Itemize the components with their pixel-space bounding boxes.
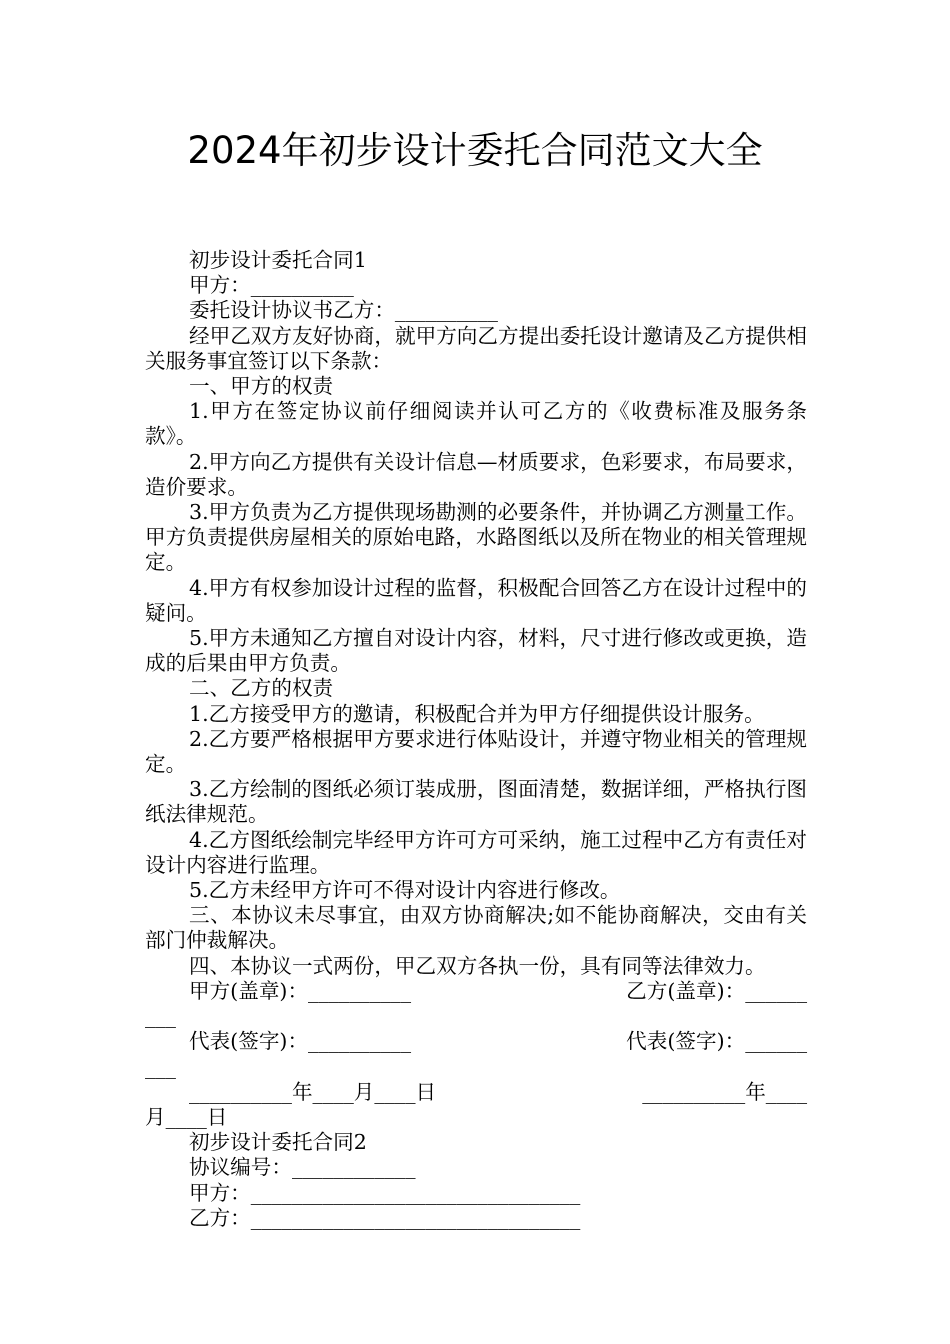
party-b-seal: 乙方(盖章)：______: [626, 978, 807, 1003]
party-b-seal-continuation: ___: [145, 1004, 176, 1029]
section2-item-4: 4.乙方图纸绘制完毕经甲方许可方可采纳，施工过程中乙方有责任对设计内容进行监理。: [145, 827, 807, 877]
section2-item-5: 5.乙方未经甲方许可不得对设计内容进行修改。: [189, 878, 621, 903]
section2-item-1: 1.乙方接受甲方的邀请，积极配合并为甲方仔细提供设计服务。: [189, 701, 765, 726]
contract1-intro: 经甲乙双方友好协商，就甲方向乙方提出委托设计邀请及乙方提供相关服务事宜签订以下条款：: [145, 323, 807, 373]
section1-item-1: 1.甲方在签定协议前仔细阅读并认可乙方的《收费标准及服务条款》。: [145, 399, 807, 449]
section2-title: 二、乙方的权责: [189, 676, 334, 701]
party-b-date-continuation: 月____日: [145, 1104, 228, 1129]
section4-text: 四、本协议一式两份，甲乙双方各执一份，具有同等法律效力。: [189, 953, 766, 978]
seal-signature-row: [145, 979, 807, 1004]
party-b-representative: 代表(签字)：______: [626, 1029, 807, 1054]
section2-item-2: 2.乙方要严格根据甲方要求进行体贴设计，并遵守物业相关的管理规定。: [145, 726, 807, 777]
section2-item-3: 3.乙方绘制的图纸必须订装成册，图面清楚，数据详细，严格执行图纸法律规范。: [145, 777, 807, 827]
date-row: [145, 1080, 807, 1105]
party-a-date: __________年____月____日: [189, 1079, 437, 1104]
party-a-representative: 代表(签字)：__________: [189, 1029, 412, 1054]
contract2-party-b: 乙方：________________________________: [189, 1205, 581, 1230]
section1-item-5: 5.甲方未通知乙方擅自对设计内容，材料，尺寸进行修改或更换，造成的后果由甲方负责。: [145, 626, 807, 676]
document-title: 2024年初步设计委托合同范文大全: [187, 129, 763, 172]
document-body: [145, 248, 807, 1231]
contract2-party-a: 甲方：________________________________: [189, 1180, 581, 1205]
section1-title: 一、甲方的权责: [189, 374, 334, 399]
contract2-heading: 初步设计委托合同2: [189, 1130, 367, 1155]
contract1-party-a: 甲方：__________: [189, 273, 354, 298]
section1-item-4: 4.甲方有权参加设计过程的监督，积极配合回答乙方在设计过程中的疑问。: [145, 575, 807, 625]
representative-signature-row: [145, 1029, 807, 1054]
party-b-representative-continuation: ___: [145, 1054, 176, 1079]
contract1-party-b: 委托设计协议书乙方：__________: [189, 298, 498, 323]
contract1-heading: 初步设计委托合同1: [189, 248, 367, 272]
party-b-date: __________年____: [642, 1079, 807, 1104]
party-a-seal: 甲方(盖章)：__________: [189, 978, 412, 1003]
section3-text: 三、本协议未尽事宜，由双方协商解决;如不能协商解决，交由有关部门仲裁解决。: [145, 903, 807, 953]
section1-item-2: 2.甲方向乙方提供有关设计信息—材质要求，色彩要求，布局要求，造价要求。: [145, 449, 807, 499]
section1-item-3: 3.甲方负责为乙方提供现场勘测的必要条件，并协调乙方测量工作。甲方负责提供房屋相关的原始电路，水路图纸以及所在物业的相关管理规定。: [145, 500, 807, 575]
contract2-number: 协议编号：____________: [189, 1155, 416, 1180]
